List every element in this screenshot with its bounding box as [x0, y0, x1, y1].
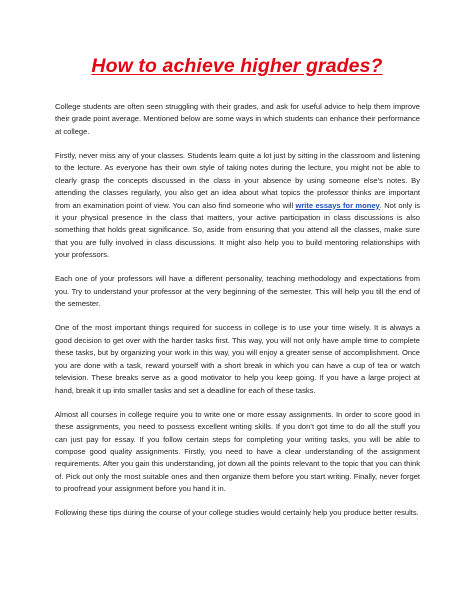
- paragraph-attendance-text-before: Firstly, never miss any of your classes. Students learn quite a lot just by sitting in the classroom and listening to the lecture. As everyone has their own style of taking notes during the lecture, you might not be able to clearly grasp the concepts discussed in the class in your absence by using someone else’s notes. By attending the classes regularly, you also get an idea about what topics the professor thinks are important from an examination point of view. You can also find someone who will: [55, 151, 420, 210]
- paragraph-time-management: One of the most important things required for success in college is to use your time wisely. It is always a good decision to get over with the harder tasks first. This way, you will not only have ample time to complete these tasks, but by organizing your work in this way, you will enjoy a greater sense of accomplishment. Once you are done with a task, reward yourself with a short break in which you can have a cup of tea or watch television. These breaks serve as a good motivator to help you keep going. If you have a large project at hand, break it up into smaller tasks and set a deadline for each of these tasks.: [55, 323, 420, 395]
- write-essays-for-money-link[interactable]: write essays for money: [295, 200, 380, 210]
- document-title: How to achieve higher grades?: [91, 55, 383, 77]
- paragraph-intro: College students are often seen struggling with their grades, and ask for useful advice to help them improve their grade point average. Mentioned below are some ways in which students can enhance their performance at college.: [55, 102, 420, 136]
- document-body: [55, 101, 420, 532]
- paragraph-attendance: [55, 150, 420, 262]
- paragraph-conclusion: Following these tips during the course of your college studies would certainly help you produce better results.: [55, 508, 419, 518]
- paragraph-professors: Each one of your professors will have a different personality, teaching methodology and expectations from you. Try to understand your professor at the very beginning of the semester. This will help you till the end of the semester.: [55, 274, 420, 309]
- paragraph-attendance-text-after: . Not only is it your physical presence in the class that matters, your active participation in class discussions is also something that holds great significance. So, aside from ensuring that you attend all the classes, make sure that you are fully involved in class discussions. It might also help you to build mentoring relationships with your professors.: [55, 200, 420, 260]
- paragraph-essay-assignments: Almost all courses in college require you to write one or more essay assignments. In order to score good in these assignments, you need to possess excellent writing skills. If you don’t got time to do all the stuff you can just pay for essay. If you follow certain steps for completing your writing tasks, you will be able to compose good quality assignments. Firstly, you need to have a clear understanding of the assignment requirements. After you gain this understanding, jot down all the points relevant to the topic that you can think of. Pick out only the most suitable ones and then organize them before you start writing. Finally, never forget to proofread your assignment before you hand it in.: [55, 409, 420, 494]
